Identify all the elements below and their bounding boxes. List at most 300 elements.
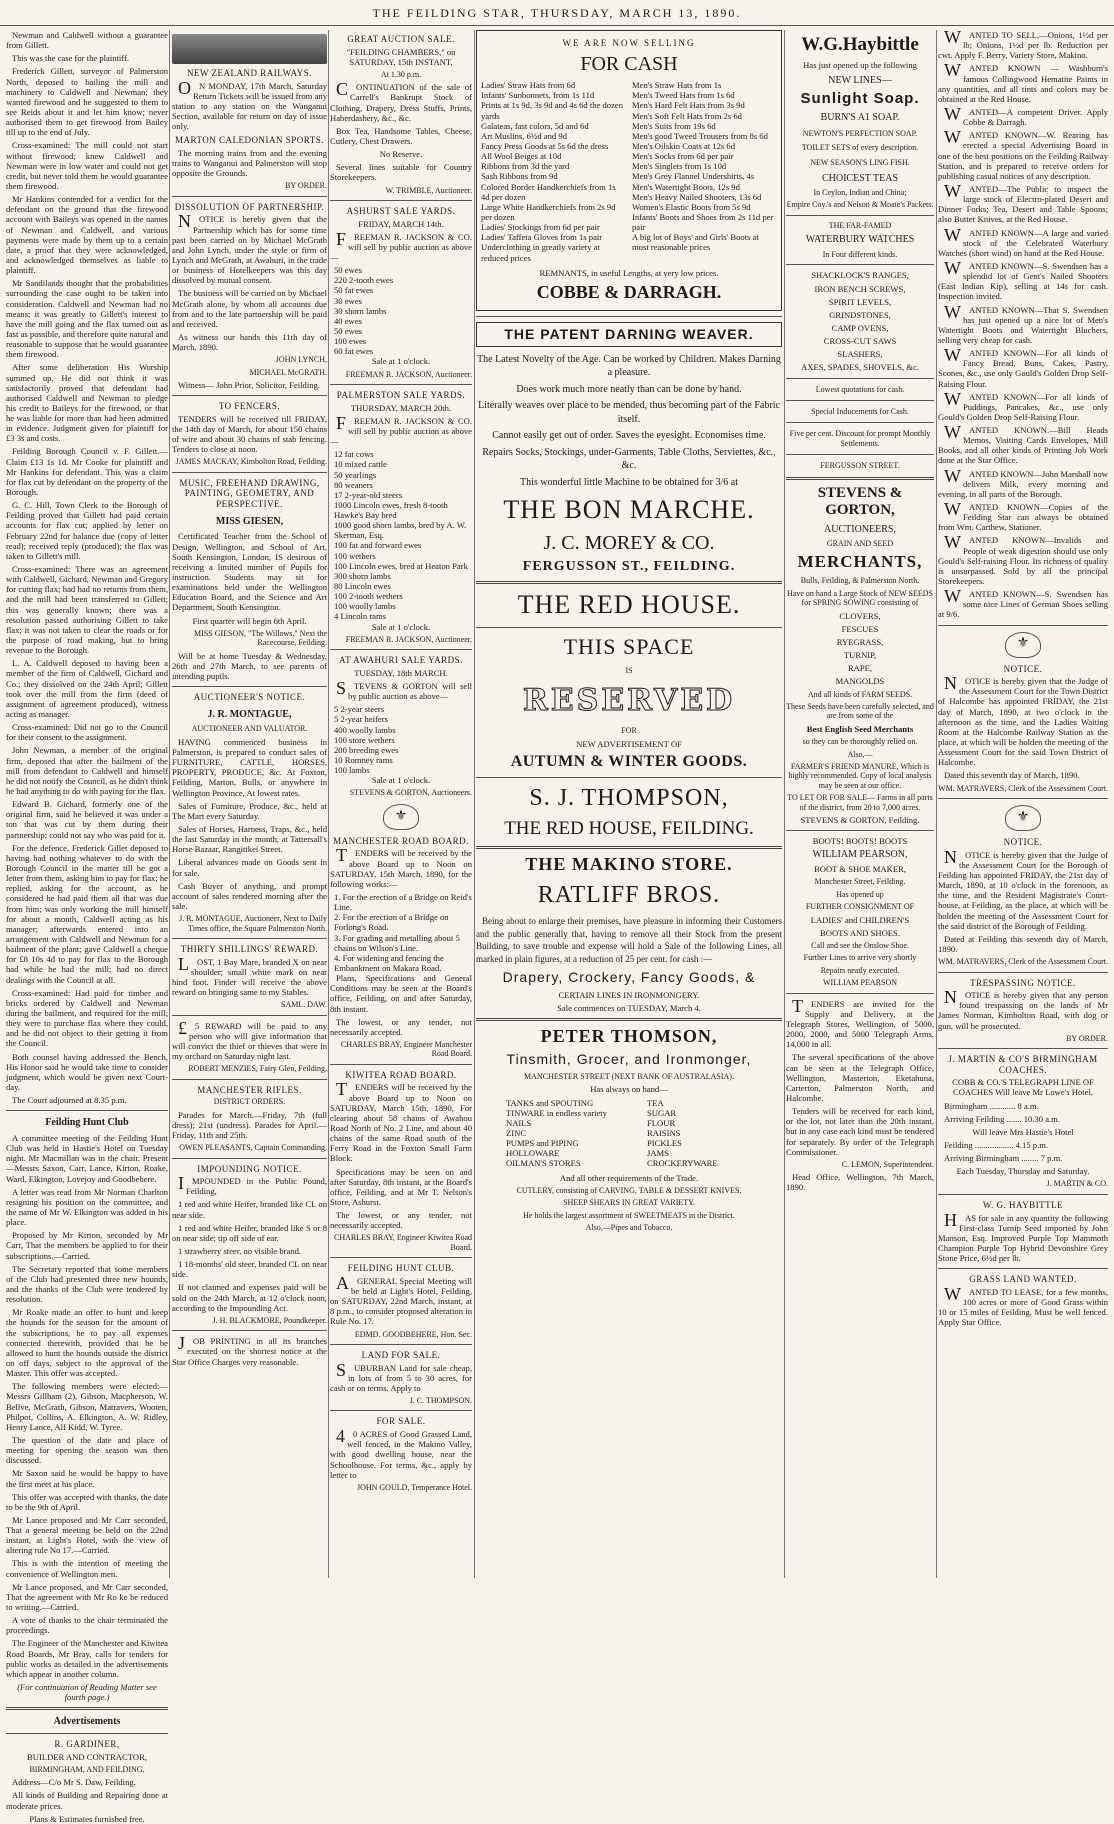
masthead: THE FEILDING STAR, THURSDAY, MARCH 13, 1890. [0,0,1114,26]
wanted-notice: WANTED KNOWN—For all kinds of Fancy Bread, Buns, Cakes, Pastry, Scones, &c., use only Gould's Golden Drop Self-Raising Flour. [938,345,1108,389]
column-rule [474,30,475,1578]
list-item: Men's Tweed Hats from 1s 6d [632,90,735,101]
pearson-name: WILLIAM PEARSON, [812,849,908,861]
thompson: S. J. THOMPSON, [529,784,729,811]
ironmongery-line: CERTAIN LINES IN IRONMONGERY. [558,989,700,1000]
list-item: 2. For the erection of a Bridge on Forlong's Road. [334,912,449,933]
court-report [6,30,168,1105]
wanted-notice: WANTED KNOWN — Washburn's famous Collingwood Hematite Paints in any quantities, and all tints and colors may be obtained at the Red House. [938,60,1108,104]
manchester-street: MANCHESTER STREET (NEXT BANK OF AUSTRALASIA). [524,1072,734,1081]
list-item: Men's Soft Felt Hats from 2s 6d [632,110,742,121]
dissolution-witness-name: Witness— John Prior, Solicitor, Feilding. [178,380,320,391]
list-item: Infants' Boots and Shoes from 2s 11d per pair [632,212,774,233]
ashurst-list [330,265,472,356]
tinsmith: Tinsmith, Grocer, and Ironmonger, [506,1051,752,1068]
for-sale-title: FOR SALE. [376,1416,426,1427]
list-item: 100 store wethers [334,734,395,745]
list-item: HOLLOWARE [506,1148,560,1159]
morey: J. C. MOREY & CO. [543,531,715,554]
notice-2-sig: WM. MATRAVERS, Clerk of the Assessment Court. [938,957,1108,967]
haybittle-opened: Has just opened up the following [803,60,917,71]
list-item: JAMS [647,1148,669,1159]
list-item: Fancy Press Goods at 5s 6d the dress [481,141,609,152]
reward-title: THIRTY SHILLINGS' REWARD. [180,944,319,954]
list-item: Ribbons from 3d the yard [481,161,570,172]
red-house-feilding: THE RED HOUSE, FEILDING. [504,818,754,840]
list-item: SUGAR [647,1107,677,1118]
paragraph: A vote of thanks to the chair terminated the proceedings. [6,1615,168,1636]
list-item: 100 woolly lambs [334,601,396,612]
sunlight-soap: Sunlight Soap. [800,90,920,108]
list-item: 200 breeding ewes [334,744,399,755]
coaches-text-2: Will leave Mrs Hastie's Hotel [972,1126,1074,1137]
to-let: TO LET OR FOR SALE— Farms in all parts of the district, from 20 to 7,000 acres. [787,793,933,812]
manchester-board-sig: CHARLES BRAY, Engineer Manchester Road Board. [340,1039,472,1059]
large-stock: Have on hand a Large Stock of NEW SEEDS for SPRING SOWING consisting of [787,588,933,608]
telegraph-tender-2: The several specifications of the above can be seen at the Telegraph Office, Wellington, Masterton, Eketahuna, Carterton, Palmerston North, and Halcombe. [786,1052,934,1103]
palmerston-time: Sale at 1 o'clock. [371,621,431,632]
great-sale-time: At 1.30 p.m. [380,69,422,79]
list-item: TANKS and SPOUTING [506,1097,594,1108]
special-inducements: Special Inducements for Cash. [811,407,909,417]
montague-sig: J. R. MONTAGUE, Auctioneer, Next to Daily Times office, the Square Palmerston North. [179,914,327,933]
sale-commences: Sale commences on TUESDAY, March 4. [557,1003,701,1014]
auctioneers: AUCTIONEERS, [824,524,896,536]
list-item: 80 Lincoln ewes [334,581,391,592]
list-item: Men's Hard Felt Hats from 3s 9d [632,100,745,111]
list-item: 12 fat cows [334,449,374,460]
list-item: 1000 good shorn lambs, bred by A. W. Skerman, Esq. [334,520,467,541]
paragraph: Cross-examined: Had paid for timber and bricks ordered by Caldwell and Newman during the bailment, and required for the mill; they were to purchase flax where they could, and he did not object to their getting it from the Council. [6,987,168,1049]
telegraph-sig: C. LEMON, Superintendent. [841,1159,934,1169]
paragraph: This is with the intention of meeting the convenience of Wellington men. [6,1558,168,1579]
paragraph: After some deliberation His Worship summed up. He did not think it was satisfactorily proved that defendant had authorised Caldwell and Newman to pledge his credit to Baileys for the firewood, or that he was liable for more than had been admitted in evidence. Judgment given for plaintiff for £3 3s and costs. [6,362,168,444]
list-item: GRINDSTONES, [829,309,891,320]
list-item: 400 woolly lambs [334,724,396,735]
coaches-title: J. MARTIN & CO'S BIRMINGHAM COACHES. [948,1054,1098,1075]
giesen-text: Certificated Teacher from the School of Design, Wellington, and School of Art, South Kensington, London, IS desirous of receiving a limited number of Pupils for instruction. Students may sit for examinations held under the Wellington Education Board, and the Science and Art Department, South Kensington. [172,531,327,613]
column-rule [328,30,329,1578]
grass-text: WANTED TO LEASE, for a few months, 100 acres or more of Good Grass within 10 or 15 miles of Feilding. Must be well fenced. Apply Star Office. [938,1283,1108,1328]
wanted-notice: WANTED KNOWN—S. Swendsen has some nice Lines of German Shoes selling at 9/6. [938,586,1108,620]
list-item: 1. For the erection of a Bridge on Reid's Line. [334,891,472,913]
ashurst-time: Sale at 1 o'clock. [371,356,431,367]
giesen-quarter: First quarter will begin 6th April. [192,615,307,626]
dissolution-sig-2: MICHAEL McGRATH. [249,367,327,377]
list-item: Colored Border Handkerchiefs from 1s 4d per dozen [481,181,616,202]
list-item: Galateas, fast colors, 5d and 6d [481,120,589,131]
rifles-sig: OWEN PLEASANTS, Captain Commanding. [179,1143,327,1153]
red-house-title: THE RED HOUSE. [517,589,741,619]
notice-1-sig: WM. MATRAVERS, Clerk of the Assessment Court. [938,783,1108,793]
stevens-gorton: STEVENS & GORTON, [817,484,903,519]
towns: Bulls, Feilding, & Palmerston North. [800,576,920,586]
paragraph: Mr Sandilands thought that the probabilities surrounding the case ought to be taken into consideration. Caldwell and Newman had no means; it was greatly to Gillett's interest to have the mill going and the flax turned out as fast as possible, and therefore quite natural and reasonable to suppose that he would guarantee them firewood. [6,278,168,360]
list-item: IRON BENCH SCREWS, [814,283,906,294]
coaches-text: COBB & CO.'S TELEGRAPH LINE OF COACHES Will leave Mr Lowe's Hotel, [952,1077,1094,1098]
list-item: Large White Handkerchiefs from 2s 9d per dozen [481,201,616,223]
pearson-sig: WILLIAM PEARSON [823,978,897,988]
wanted-notice: WANTED KNOWN—A large and varied stock of the Celebrated Waterbury Watches (short wind) on hand at the Red House. [938,224,1108,258]
cash-list-left [481,80,626,263]
gardiner-plans: Plans & Estimates furnished free. [29,1813,145,1824]
palmerston-text: FREEMAN R. JACKSON & CO. will sell by public auction as above— [330,412,472,447]
teas-sub: In Ceylon, Indian and China; [813,187,907,197]
cutlery: CUTLERY, consisting of CARVING, TABLE & DESSERT KNIVES. [516,1185,742,1195]
discount: Five per cent. Discount for prompt Monthly Settlements. [789,429,931,448]
paragraph: Cross-examined: There was an agreement with Caldwell, Gichard, Newman and Gregory for cutting flax; had had no returns from them, and the mill had been transferred to Gillett; this was generally known; there was a resolution passed authorising Gillett to take flax; it was not taken to clear the roads or for the purpose of road making, but to bring revenue to the Borough. [6,564,168,656]
land-title: LAND FOR SALE. [361,1350,441,1360]
list-item: 10 mixed cattle [334,459,387,470]
great-sale-sig: W. TRIMBLE, Auctioneer. [385,185,472,195]
further-consignment: FURTHER CONSIGNMENT OF [805,902,915,912]
list-item: Men's Socks from 6d per pair [632,151,734,162]
grass-title: GRASS LAND WANTED. [969,1274,1077,1285]
list-item: TEA [647,1097,664,1108]
trespass-title: TRESPASSING NOTICE. [970,977,1076,988]
list-item: SLASHERS, [837,349,883,360]
haybittle-seed-text: HAS for sale in any quantity the following First-class Turnip Seed imported by John Manson, Esq. Improved Purple Top Mammoth Champion Purple Top Hybrid Devonshire Grey Stone Price, 6½d per lb. [938,1209,1108,1264]
kiwitea-board-text: TENDERS will be received by the above Board up to Noon on SATURDAY, March 15th, 1890, For clearing about 58 chains of Awahou Road North of No. 2 Line, and about 40 chains of the same Road south of the Ferry Road in the Foxton Small Farm Block. [330,1079,472,1164]
list-item: Men's Straw Hats from 1s [632,80,722,91]
great-sale-text-2: Box Tea, Handsome Tables, Cheese, Cutlery, Chest Drawers. [330,125,472,147]
list-item: 60 fat ewes [334,346,374,357]
great-sale-title: GREAT AUCTION SALE. [347,34,455,44]
list-item: Men's Heavy Nailed Shooters, 13s 6d [632,191,762,202]
paragraph: Literally weaves over place to be mended, thus becoming part of the Fabric itself. [478,400,780,425]
sports-text: The morning trains from and the evening trains to Wanganui and Palmerston will stop opposite the Grounds. [172,147,327,179]
gardiner-trade: BUILDER AND CONTRACTOR, [27,1751,147,1762]
list-item: 30 ewes [334,295,362,306]
list-item: Prints at 1s 9d, 3s 9d and 4s 6d the dozen yards [481,100,624,121]
list-item: NAILS [506,1117,532,1128]
ratliff-bros: RATLIFF BROS. [537,881,721,908]
ashurst-sig: FREEMAN R. JACKSON, Auctioneer. [345,369,472,379]
choicest-teas: CHOICEST TEAS [821,173,899,185]
land-text: SUBURBAN Land for sale cheap, in lots of from 5 to 30 acres, for cash or on terms. Apply to [330,1359,472,1393]
list-item: 50 fat ewes [334,285,374,296]
list-item: 17 2-year-old steers [334,489,403,500]
manchester-board-text-2: Plans, Specifications and General Conditions may be seen at the Board's office, Feilding, on and after Saturday, 8th instant. [330,973,472,1014]
ratliff-text: Being about to enlarge their premises, have pleasure in informing their Customers and the public generally that, having to remove all their Stock from the present Building, to save trouble and expense will hold a Sale of the following Lines, all marked in plain figures, at a reduction of 25 per cent. for cash :— [476,916,782,964]
kiwitea-board-sig: CHARLES BRAY, Engineer Kiwitea Road Board. [334,1233,472,1252]
list-item: Men's good Tweed Trousers from 8s 6d [632,130,768,141]
cobbe-darragh: COBBE & DARRAGH. [536,281,722,302]
ashurst-title: ASHURST SALE YARDS. [346,206,456,217]
list-item: SHACKLOCK'S RANGES, [811,270,909,281]
wanted-notice: WANTED KNOWN.—Bill Heads Memos, Visiting Cards Envelopes, Mill Books, and all other kinds of Printing Job Work done at the Star Office. [938,422,1108,466]
list-item: 1000 Lincoln ewes, fresh 8-tooth Hawke's Bay bred [334,499,448,521]
awahuri-sig: STEVENS & GORTON, Auctioneers. [349,788,472,798]
also-label: Also,— [847,749,873,759]
great-sale-reserve: No Reserve. [379,149,423,160]
merchants: MERCHANTS, [797,552,923,572]
for-sale-text: 40 ACRES of Good Grassed Land, well fenced, in the Makino Valley, with good dwelling house, near the Schoolhouse. For terms, &c., apply by letter to [330,1426,472,1480]
great-sale-text: CONTINUATION of the sale of Carrell's Bankrupt Stock of Clothing, Drapery, Dress Stuffs, Prints, Haberdashery, &c., &c. [330,79,472,123]
list-item: ZINC [506,1128,527,1138]
list-item: 50 ewes [334,326,362,337]
hunt-club-report [6,1133,168,1679]
is-label: IS [625,665,633,675]
list-item: 30 shorn lambs [334,305,387,316]
list-item: 80 weaners [334,479,373,490]
boot-maker: BOOT & SHOE MAKER, [814,864,906,875]
other-requirements: And all other requirements of the Trade. [559,1172,699,1183]
list-item: Ladies' Straw Hats from 6d [481,80,576,91]
paragraph: Proposed by Mr Kirton, seconded by Mr Carr, That the members be applied to for their subscriptions.—Carried. [6,1230,168,1261]
paragraph: Cross-examined: Did not go to the Council for their consent to the assignment. [6,722,168,743]
cobbe-darragh-ad [476,30,782,311]
column-5 [786,30,934,1578]
list-item: 40 ewes [334,315,362,326]
list-item: AXES, SPADES, SHOVELS, &c. [801,362,919,373]
manchester-board-text-3: The lowest, or any tender, not necessarily accepted. [330,1016,472,1037]
montague-text-3: Sales of Horses, Harness, Traps, &c., held the last Saturday in the month, at Tattersall's Horse Bazaar, Rangitikei Street. [172,824,327,855]
impound-end: If not claimed and expenses paid will be sold on the 24th March, at 12 o'clock noon, according to the Impounding Act. [172,1282,327,1313]
sports-title: MARTON CALEDONIAN SPORTS. [174,135,325,146]
for-cash: FOR CASH [580,52,678,75]
list-item: Men's Watertight Boots, 12s 9d [632,181,740,192]
great-sale-sub: "FEILDING CHAMBERS," on SATURDAY, 15th INSTANT, [346,46,456,67]
trespass-sig: BY ORDER. [1066,1033,1108,1043]
dissolution-witness: As witness our hands this 11th day of March, 1890. [172,331,327,353]
paragraph: The Latest Novelty of the Age. Can be worked by Children. Makes Darning a pleasure. [477,353,781,379]
darning-title: THE PATENT DARNING WEAVER. [476,322,782,347]
column-3 [330,30,472,1578]
manchester-board-text: TENDERS will be received by the above Board up to Noon on SATURDAY, 15th March, 1890, for the following works:— [330,845,472,889]
bon-marche: THE BON MARCHE. [503,495,755,525]
gardiner-name: R. GARDINER, [54,1739,120,1750]
notice-2-date: Dated at Feilding this seventh day of March, 1890. [938,933,1108,954]
always-on-hand: Has always on hand— [590,1084,668,1095]
burns-soap: BURN'S A1 SOAP. [820,112,900,124]
paragraph: Cannot easily get out of order. Saves the eyesight. Economises time. [492,430,766,442]
wanted-notice: WANTED KNOWN—Invalids and People of weak digestion should use only Gould's Self-raising Flour. Its richness of quality is unsurpassed. Sold by all the principal Storekeepers. [938,532,1108,587]
haybittle-seed-title: W. G. HAYBITTLE [982,1199,1064,1210]
far-famed: THE FAR-FAMED [828,220,892,230]
dissolution-sig-1: JOHN LYNCH, [275,355,327,365]
montague-text: HAVING commenced business in Palmerston, is prepared to conduct sales of FURNITURE, CATTLE, HORSES, PROPERTY, PRODUCE, &c. At Foxton, Feilding, Marton, Bulls, or anywhere in Wellington Province, At lowest rates. [172,736,327,798]
coat-of-arms-icon: ⚜ [383,804,419,830]
paragraph: G. C. Hill, Town Clerk to the Borough of Feilding proved that Gillett had paid certain accounts for flax cut; applied by letter on February 22nd for balance due (copy of letter read); received reply (produced); the flax was taken to Gillett's mill. [6,500,168,561]
waterbury-sub: In Four different kinds. [822,250,898,260]
paragraph: Frederick Gillett, surveyor of Palmerston North, deposed to bailing the mill and machinery to Caldwell and Newman; they wanted firewood and he suggested to them to see Reids about it and let him know; never authorised them to get firewood from Bailey till up to the end of July. [6,66,168,138]
list-item: CLOVERS, [839,610,881,621]
paragraph: Edward B. Gichard, formerly one of the original firm, said he believed it was under a ton that was cut by them during their partnership; could not say who was paid for it. [6,799,168,840]
seeds-selected: These Seeds have been carefully selected, and are from some of the [786,702,934,721]
pearson-street: Manchester Street, Feilding. [814,877,906,887]
paragraph: Both counsel having addressed the Bench, His Honor said he would take time to consider judgment, which would be given next Court-day. [6,1051,168,1092]
gardiner-address: Address—C/o Mr S. Daw, Feilding. [12,1777,136,1788]
job-printing: JOB PRINTING in all its branches executed on the shortest notice at the Star Office Charges very reasonable. [172,1333,327,1367]
giesen-home: Will be at home Tuesday & Wednesday, 26th and 27th March, to see parents of intending pupils. [172,650,327,681]
list-item: 100 wethers [334,550,376,561]
list-item: 3. For grading and metalling about 5 chains on Wilson's Line. [334,932,460,953]
autumn-winter: AUTUMN & WINTER GOODS. [510,752,748,770]
coat-of-arms-icon: ⚜ [1005,805,1041,831]
remnants: REMNANTS, in useful Lengths, at very low prices. [539,267,719,278]
list-item: PUMPS and PIPING [506,1138,579,1149]
coaches-sig: J. MARTIN & CO. [1046,1179,1108,1189]
paragraph: Newman and Caldwell without a guarantee from Gillett. [6,30,168,51]
opened-up: Has opened up [836,889,884,899]
list-item: 1 red and white Heifer, branded like S or 8 on near side; tip off side of ear. [172,1222,327,1243]
wanted-notice: WANTED KNOWN—For all kinds of Puddings, Pancakes, &c., use only Gould's Golden Drop Self-Raising Flour. [938,388,1108,422]
grain-seed: GRAIN AND SEED [826,538,894,548]
auctioneer-title: AUCTIONEER'S NOTICE. [193,692,306,703]
paragraph: The Engineer of the Manchester and Kiwitea Road Boards, Mr Bray, calls for tenders for public works as detailed in the advertisements which appear in another column. [6,1638,168,1679]
list-item: CROSS-CUT SAWS [823,336,897,347]
paragraph: For the defence, Frederick Gillet deposed to having had nothing whatever to do with the Borough Council in the matter till he got a letter from them, asking him to pay for flax; he replied, asking for the account, as he considered he had paid them all that was due from him; was only working the mill himself for about a month, Caldwell acting as his manager; afterwards entered into an arrangement with Caldwell and Newman for a bailment of the plant; gave Caldwell a cheque for £8 10s 4d to pay for flax to the Borough had while he had the mill; had no direct dealings with the Council at all. [6,842,168,985]
reserved-title: RESERVED [522,682,736,718]
notice-1-text: NOTICE is hereby given that the Judge of the Assessment Court for the Town District of Halcombe has appointed FRIDAY, the 21st day of March, 1890, at two o'clock in the afternoon as the time, and the Ladies Waiting Room at the Halcombe Railway Station as the place, at which will be holden the meeting of the Assessment Court for the said Town District of Halcombe. [938,673,1108,768]
arrive-shortly: Further Lines to arrive very shortly [803,953,917,963]
list-item: TURNIP, [843,650,877,661]
new-advertisement: NEW ADVERTISEMENT OF [576,738,682,749]
list-item: Men's Singlets from 1s 10d [632,161,727,172]
makino-store: THE MAKINO STORE. [525,853,733,874]
coaches-time-4: Arriving Birmingham ........ 7 p.m. [944,1153,1063,1164]
lowest-quotations: Lowest quotations for cash. [815,384,905,394]
paragraph: John Newman, a member of the original firm, deposed that after the bailment of the mill from defendant to Caldwell and himself he did not notify the Council, as he didn't think he had anything to do with paying for the flax. [6,745,168,796]
this-space: THIS SPACE [563,633,695,659]
paragraph: This wonderful little Machine to be obtained for 3/6 at [520,476,738,488]
list-item: 300 shorn lambs [334,570,391,581]
list-item: RYEGRASS, [836,637,884,648]
list-item: RAPE, [847,663,873,674]
list-item: OILMAN'S STORES [506,1158,581,1169]
list-item: 4 Lincoln rams [334,611,387,622]
wanted-notice: WANTED KNOWN—That S. Swendsen has just opened up a nice lot of Men's Watertight Boots and Watertight Bluchers, selling very cheap for cash. [938,301,1108,345]
boots-heading: BOOTS! BOOTS! BOOTS [812,836,908,847]
paragraph: Mr Lance proposed and Mr Carr seconded, That a general meeting be held on the 22nd instant, at Light's Hotel, with the view of altering rule No 17.—Carried. [6,1514,168,1556]
list-item: 5 2-year heifers [334,714,388,725]
boots-shoes: BOOTS AND SHOES. [820,927,900,938]
ashurst-date: FRIDAY, MARCH 14th. [358,218,444,229]
best-english: Best English Seed Merchants [806,723,914,734]
sweetmeats: He holds the largest assortment of SWEETMEATS in the District. [523,1210,735,1220]
wanted-notice: WANTED KNOWN—Copies of the Feilding Star can always be obtained from Wm. Carthew, Stationer. [938,499,1108,533]
list-item: Infants' Sunbonnets, from 1s 11d [481,90,595,101]
column-4 [476,30,782,1578]
continuation-note: (For continuation of Reading Matter see fourth page.) [17,1682,157,1703]
list-item: 100 Lincoln ewes, bred at Heaton Park [334,560,468,571]
fencers-sig: JAMES MACKAY, Kimbolton Road, Feilding. [175,457,327,467]
list-item: 10 Romney rams [334,754,393,765]
paragraph: Mr Lance proposed, and Mr Carr seconded, That the agreement with Mr Ro ke be reduced to writing.—Carried. [6,1581,168,1613]
five-pound-reward: £5 REWARD will be paid to any person who will give information that will convict the thief or thieves that were in my orchard on Saturday night last. [172,1017,327,1062]
paragraph: Mr Hankins contended for a verdict for the defendant on the ground that the firewood account with Baileys was opened in the names of Newman and Caldwell, and various payments were made by them up to a certain date, a proof that they were acknowledged, and acknowledged themselves as liable to plaintiff. [6,194,168,276]
stevens-gorton-sig: STEVENS & GORTON, Feilding. [800,815,920,826]
column-rule [784,30,785,1578]
list-item: 1 strawberry steer, no visible brand. [178,1245,302,1256]
drapery-line: Drapery, Crockery, Fancy Goods, & [502,969,756,986]
paragraph: L. A. Caldwell deposed to having been a member of the firm of Caldwell, Gichard and Co.; they dissolved on the 24th April; Gillett took over the mill from the firm (deed of assignment of agreement produced), witness acting as manager. [6,658,168,719]
paragraph: Does work much more neatly than can be done by hand. [516,383,742,395]
wanted-notice: WANTED KNOWN—John Marshall now delivers Milk, every morning and evening, in all parts of the Borough. [938,465,1108,499]
awahuri-text: STEVENS & GORTON will sell by public auction as above— [336,677,472,702]
by-order: BY ORDER. [285,181,327,191]
notice-2-title: NOTICE. [1003,837,1043,848]
list-item: 220 2-tooth ewes [334,275,394,286]
telegraph-place: Head Office, Wellington, 7th March, 1890. [786,1172,934,1193]
list-item: FLOUR [647,1117,676,1128]
new-lines: NEW LINES— [828,74,892,86]
notice-1-date: Dated this seventh day of March, 1890. [944,770,1080,781]
list-item: Art Muslins, 6½d and 9d [481,130,567,141]
impound-title: IMPOUNDING NOTICE. [197,1163,302,1174]
coat-of-arms-icon: ⚜ [1005,632,1041,658]
hunt-meeting-title: FEILDING HUNT CLUB. [347,1263,455,1274]
impound-sig: J. H. BLACKMORE, Poundkeeper. [212,1315,327,1325]
coaches-days: Each Tuesday, Thursday and Saturday. [956,1166,1090,1177]
telegraph-tender-3: Tenders will be received for each kind, or the lot, not later than the 20th instant, but in any case each kind must be tendered for separately. By order of the Telegraph Commissioner. [786,1106,934,1157]
list-item: RAISINS [647,1128,681,1138]
list-item: PICKLES [647,1138,682,1149]
coaches-time-1: Birmingham ............ 8 a.m. [944,1100,1039,1111]
hunt-meeting-text: AGENERAL Special Meeting will be held at Light's Hotel, Feilding, on SATURDAY, 22nd March, instant, at 8 p.m., to consider proposed alteration in Rule No. 17. [330,1272,472,1327]
paragraph: Cross-examined: The mill could not start without firewood; knew Caldwell and Newman were in low water and could not get credit, but never told them he would guarantee them firewood. [6,140,168,191]
list-item: A big lot of Boys' and Girls' Boots at most reasonable prices [632,232,759,253]
list-item: Sash Ribbons from 9d [481,171,558,182]
montague-name: J. R. MONTAGUE, [207,708,292,720]
seeds-list [786,611,934,687]
rifles-text: Parades for March.—Friday, 7th (full dress); 21st (undress). Parades for April.—Friday, 11th and 25th. [172,1109,327,1140]
goods-list-left [506,1098,641,1169]
gardiner-work: All kinds of Building and Repairing done at moderate prices. [6,1790,168,1811]
darning-text [476,353,782,490]
list-item: Women's Elastic Boots from 5s 9d [632,201,751,212]
manchester-board-title: MANCHESTER ROAD BOARD. [333,835,469,846]
kiwitea-board-text-3: The lowest, or any tender, not necessarily accepted. [330,1210,472,1231]
paragraph: The Secretary reported that some members of the Club had presented three new hounds, and the thanks of the Club were tendered by resolution. [6,1263,168,1305]
awahuri-date: TUESDAY, 18th MARCH. [354,667,448,678]
list-item: 100 lambs [334,765,370,776]
dissolution-text-2: The business will be carried on by Michael McGrath alone, by whom all accounts due from and to the late partnership will be paid and received. [172,288,327,329]
gardiner-town: BIRMINGHAM, AND FEILDING. [29,1764,145,1774]
paragraph: A letter was read from Mr Norman Charlton resigning his position on the committee, and the name of Mr W. Elkington was added in his place. [6,1186,168,1228]
coaches-time-2: Arriving Feilding ....... 10.30 a.m. [944,1113,1061,1124]
awahuri-title: AT AWAHURI SALE YARDS. [339,655,463,666]
waterbury-watches: WATERBURY WATCHES [805,234,915,246]
list-item: All Wool Beiges at 10d [481,151,562,162]
column-2 [172,30,327,1578]
list-item: SPIRIT LEVELS, [828,296,892,307]
list-item: 50 yearlings [334,469,377,480]
reward-sig: SAML. DAW. [281,1000,327,1010]
palmerston-date: THURSDAY, MARCH 20th. [350,402,452,413]
list-item: Ladies' Stockings from 6d per pair [481,222,600,233]
awahuri-list [330,704,472,775]
telegraph-tender: TENDERS are invited for the Supply and Delivery, at the Telegraph Stores, Wellington, of 5000, 2000, 2000, and 5000 Telegraph Arms, 14,000 in all. [786,995,934,1050]
for-sale-sig: JOHN GOULD, Temperance Hotel. [356,1482,472,1492]
ling-fish: NEW SEASON'S LING FISH. [810,157,910,167]
wanted-notice: WANTED KNOWN—S. Swendsen has a splendid lot of Gent's Nailed Shooters (East Indian Kip), selling at 14s for cash. Inspection invited. [938,257,1108,302]
manchester-board-list [330,892,472,973]
wanted-notice: WANTED—A competent Driver. Apply Cobbe & Darragh. [944,103,1108,128]
giesen-name: MISS GIESEN, [215,515,284,527]
montague-text-5: Cash Buyer of anything, and prompt account of sales rendered morning after the sale. [172,880,327,911]
toilet-sets: TOILET SETS of every description. [801,143,919,153]
notice-2-text: NOTICE is hereby given that the Judge of the Assessment Court for the Borough of Feilding has appointed FRIDAY, the 21st day of March, 1890, at 10 o'clock in the forenoon, as the time, and the Resident Magistrate's Court-house, at Feilding, as the place, at which will be holden the meeting of the Assessment Court for the said district of the Borough of Feilding. [938,846,1108,931]
list-item: 100 2-tooth wethers [334,591,403,602]
list-item: 1 18-months' old steer, branded CL on near side. [172,1259,327,1280]
awahuri-time: Sale at 1 o'clock. [371,775,431,786]
for-label: FOR [621,726,637,736]
paragraph: Repairs Socks, Stockings, under-Garments, Table Cloths, Serviettes, &c., &c. [482,446,776,472]
hunt-meeting-sig: EDMD. GOODBEHERE, Hon. Sec. [354,1329,472,1339]
list-item: 50 ewes [334,265,362,276]
